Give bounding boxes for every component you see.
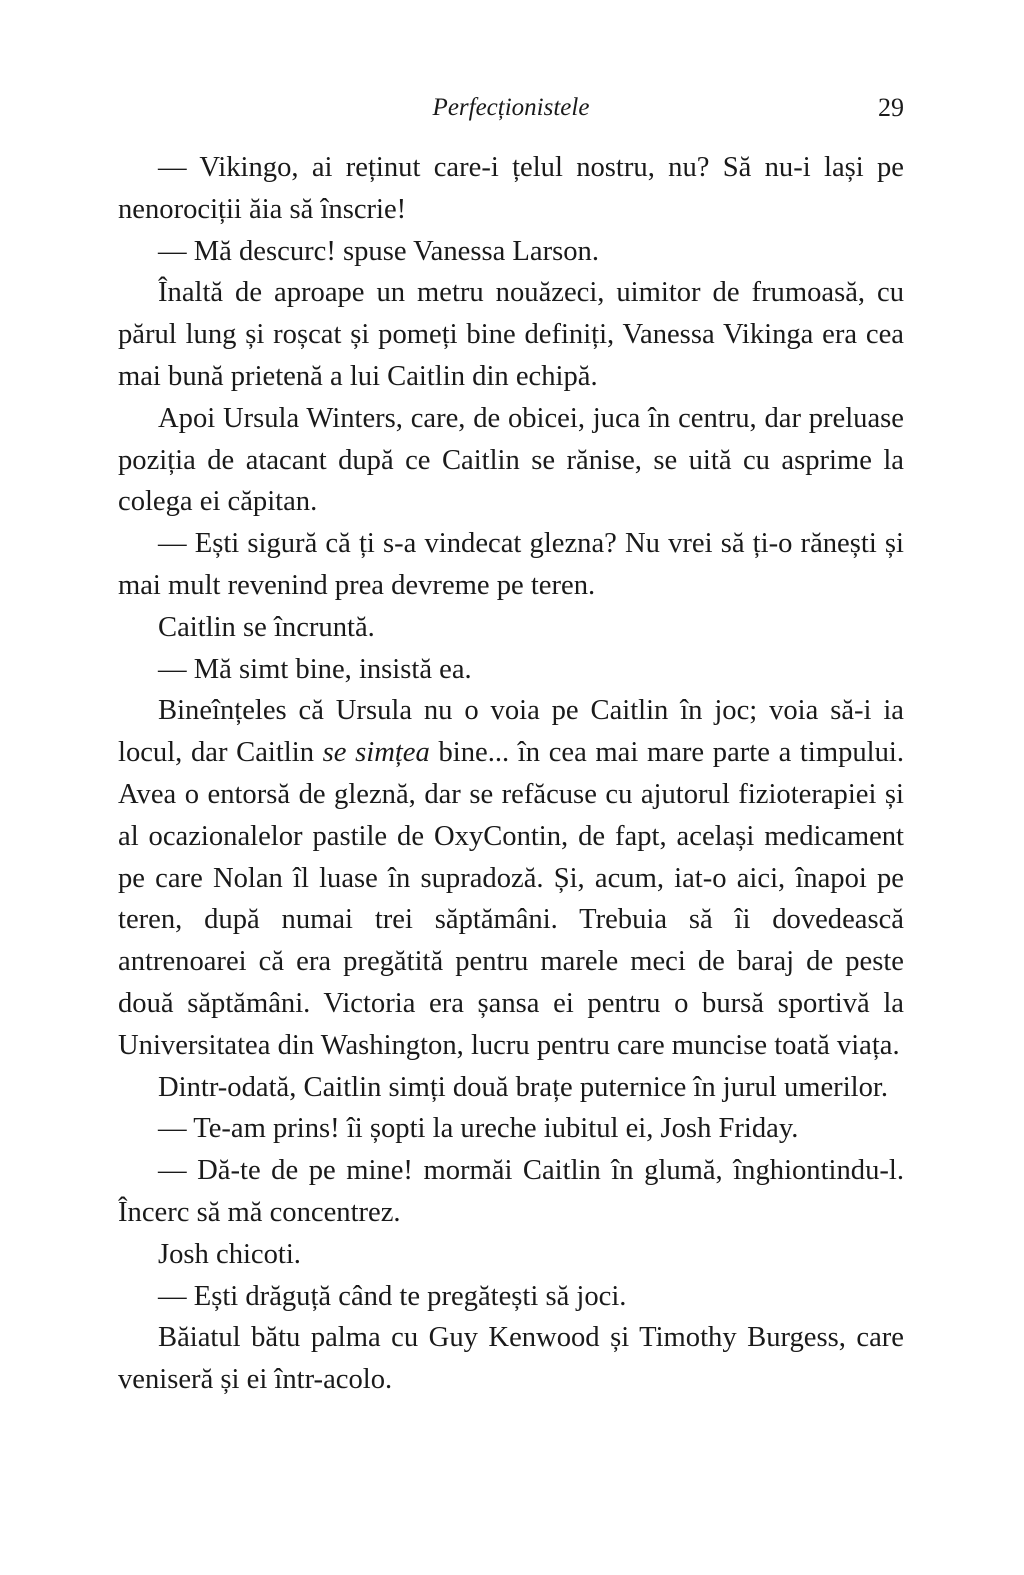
paragraph-8-emphasis: se simțea — [322, 737, 430, 769]
paragraph-4: Apoi Ursula Winters, care, de obicei, juca în centru, dar preluase poziția de atacant după ce Caitlin se rănise, se uită cu asprime la colega ei căpitan. — [118, 402, 904, 518]
paragraph-3: Înaltă de aproape un metru nouăzeci, uimitor de frumoasă, cu părul lung și roșcat și pomeți bine definiți, Vanessa Vikinga era cea mai bună prietenă a lui Caitlin din echipă. — [118, 277, 904, 392]
paragraph-8 — [118, 690, 904, 1066]
paragraph-9: Dintr-odată, Caitlin simți două brațe puternice în jurul umerilor. — [158, 1071, 888, 1103]
paragraph-5: — Ești sigură că ți s-a vindecat glezna? Nu vrei să ți-o rănești și mai mult revenind prea devreme pe teren. — [118, 528, 904, 601]
page-number: 29 — [878, 93, 904, 122]
paragraph-1: — Vikingo, ai reținut care-i țelul nostru, nu? Să nu-i lași pe nenorociții ăia să înscrie! — [118, 152, 904, 225]
paragraph-8-after: bine... în cea mai mare parte a timpului. Avea o entorsă de gleznă, dar se refăcuse cu ajutorul fizioterapiei și al ocazionalelor pastile de OxyContin, de fapt, același medicament pe care Nolan îl luase în supradoză. Și, acum, iat-o aici, înapoi pe teren, după numai trei săptămâni. Trebuia să îi dovedească antrenoarei că era pregătită pentru marele meci de baraj de peste două săptămâni. Victoria era șansa ei pentru o bursă sportivă la Universitatea din Washington, lucru pentru care muncise toată viața. — [118, 737, 904, 1061]
paragraph-2: — Mă descurc! spuse Vanessa Larson. — [158, 235, 599, 267]
paragraph-8-before: Bineînțeles că Ursula nu o voia pe Caitlin în joc; voia să-i ia locul, dar Caitlin — [118, 695, 904, 769]
paragraph-10: — Te-am prins! îi șopti la ureche iubitul ei, Josh Friday. — [158, 1113, 799, 1145]
paragraph-11: — Dă-te de pe mine! mormăi Caitlin în glumă, înghiontindu-l. Încerc să mă concentrez. — [118, 1155, 904, 1228]
running-title: Perfecționistele — [432, 94, 590, 121]
paragraph-6: Caitlin se încruntă. — [158, 611, 375, 643]
running-head — [118, 88, 904, 128]
paragraph-7: — Mă simt bine, insistă ea. — [158, 653, 472, 685]
paragraph-13: — Ești drăguță când te pregătești să joci. — [158, 1280, 627, 1312]
paragraph-14: Băiatul bătu palma cu Guy Kenwood și Timothy Burgess, care veniseră și ei într-acolo. — [118, 1322, 904, 1396]
paragraph-12: Josh chicoti. — [158, 1238, 301, 1270]
text-body — [118, 147, 904, 1401]
